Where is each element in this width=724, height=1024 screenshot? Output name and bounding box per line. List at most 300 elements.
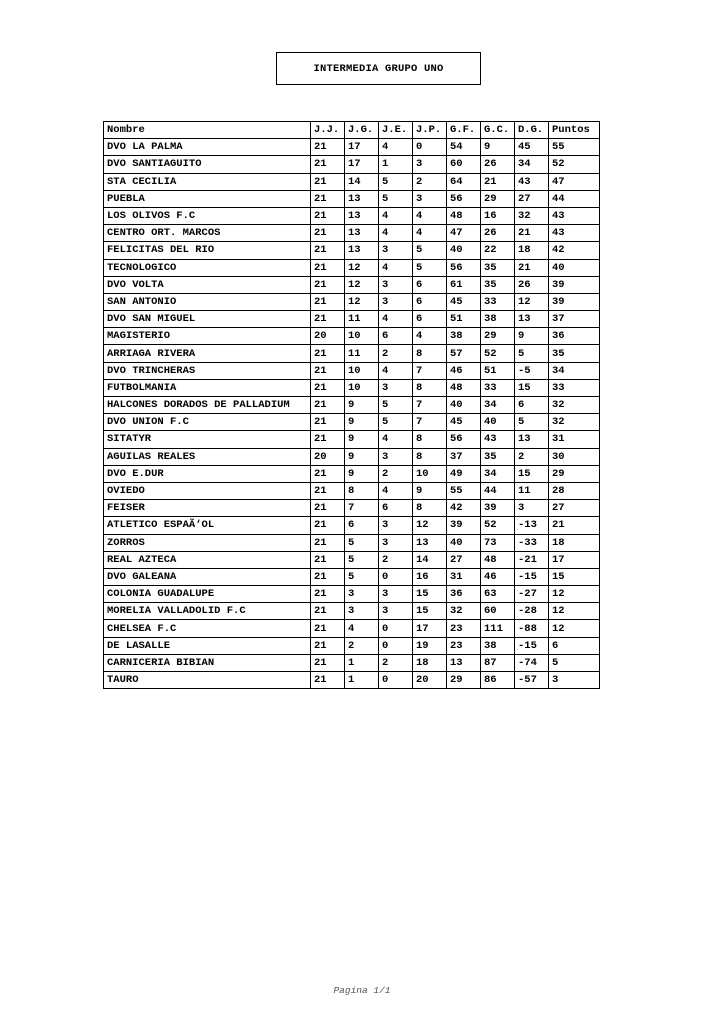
table-row [104,311,600,328]
page-title: INTERMEDIA GRUPO UNO [276,52,481,85]
stat-cell: 6 [413,276,447,293]
stat-cell: 51 [481,362,515,379]
stat-cell: 52 [481,345,515,362]
stat-cell: 37 [549,311,600,328]
stat-cell: 9 [345,414,379,431]
stat-cell: 3 [379,517,413,534]
team-name-cell: TAURO [104,672,311,689]
stat-cell: 21 [515,259,549,276]
stat-cell: 0 [379,637,413,654]
stat-cell: 60 [481,603,515,620]
table-row [104,448,600,465]
stat-cell: 29 [481,328,515,345]
stat-cell: 48 [481,551,515,568]
stat-cell: 5 [515,414,549,431]
stat-cell: 0 [379,568,413,585]
stat-cell: 4 [379,311,413,328]
stat-cell: 18 [549,534,600,551]
stat-cell: 13 [515,311,549,328]
team-name-cell: MORELIA VALLADOLID F.C [104,603,311,620]
table-row [104,139,600,156]
standings-table [103,121,600,689]
stat-cell: 21 [311,672,345,689]
stat-cell: 21 [311,259,345,276]
stat-cell: 0 [413,139,447,156]
stat-cell: 28 [549,482,600,499]
team-name-cell: TECNOLOGICO [104,259,311,276]
stat-cell: 55 [549,139,600,156]
stat-cell: 5 [345,568,379,585]
stat-cell: 21 [311,242,345,259]
column-header-nombre: Nombre [104,122,311,139]
stat-cell: 21 [311,551,345,568]
team-name-cell: AGUILAS REALES [104,448,311,465]
stat-cell: 15 [515,379,549,396]
stat-cell: 44 [549,190,600,207]
stat-cell: 9 [345,465,379,482]
stat-cell: 21 [311,620,345,637]
stat-cell: 10 [345,328,379,345]
stat-cell: 35 [481,259,515,276]
table-row [104,379,600,396]
stat-cell: 17 [345,156,379,173]
stat-cell: 56 [447,431,481,448]
stat-cell: 35 [481,276,515,293]
stat-cell: 6 [379,500,413,517]
stat-cell: 32 [515,207,549,224]
stat-cell: 4 [379,207,413,224]
stat-cell: 45 [515,139,549,156]
team-name-cell: MAGISTERIO [104,328,311,345]
stat-cell: 3 [379,242,413,259]
table-row [104,156,600,173]
stat-cell: 44 [481,482,515,499]
stat-cell: 3 [515,500,549,517]
stat-cell: 1 [345,654,379,671]
stat-cell: 29 [549,465,600,482]
stat-cell: 21 [311,414,345,431]
stat-cell: 43 [549,225,600,242]
stat-cell: 9 [345,431,379,448]
stat-cell: 8 [413,345,447,362]
stat-cell: 7 [413,397,447,414]
stat-cell: 36 [549,328,600,345]
team-name-cell: STA CECILIA [104,173,311,190]
stat-cell: 40 [481,414,515,431]
table-row [104,173,600,190]
stat-cell: 27 [549,500,600,517]
stat-cell: 21 [311,156,345,173]
stat-cell: 12 [549,586,600,603]
column-header: J.P. [413,122,447,139]
stat-cell: 12 [515,293,549,310]
stat-cell: 6 [515,397,549,414]
table-row [104,482,600,499]
stat-cell: 13 [413,534,447,551]
stat-cell: 34 [481,465,515,482]
stat-cell: 29 [481,190,515,207]
team-name-cell: PUEBLA [104,190,311,207]
column-header: Puntos [549,122,600,139]
stat-cell: 3 [379,603,413,620]
stat-cell: 6 [549,637,600,654]
stat-cell: 8 [413,500,447,517]
stat-cell: 35 [549,345,600,362]
stat-cell: 29 [447,672,481,689]
stat-cell: 3 [549,672,600,689]
stat-cell: 10 [345,362,379,379]
team-name-cell: FELICITAS DEL RIO [104,242,311,259]
stat-cell: 13 [515,431,549,448]
stat-cell: 21 [311,500,345,517]
stat-cell: 11 [515,482,549,499]
stat-cell: 13 [345,225,379,242]
stat-cell: 27 [447,551,481,568]
stat-cell: 21 [311,225,345,242]
team-name-cell: ZORROS [104,534,311,551]
stat-cell: 21 [311,517,345,534]
stat-cell: 57 [447,345,481,362]
stat-cell: 47 [447,225,481,242]
column-header: G.F. [447,122,481,139]
table-row [104,568,600,585]
stat-cell: 16 [481,207,515,224]
stat-cell: 6 [413,311,447,328]
stat-cell: -5 [515,362,549,379]
stat-cell: 21 [311,207,345,224]
stat-cell: 13 [345,242,379,259]
stat-cell: 37 [447,448,481,465]
team-name-cell: LOS OLIVOS F.C [104,207,311,224]
stat-cell: 2 [413,173,447,190]
stat-cell: -13 [515,517,549,534]
team-name-cell: CARNICERIA BIBIAN [104,654,311,671]
stat-cell: 30 [549,448,600,465]
stat-cell: -27 [515,586,549,603]
stat-cell: 56 [447,259,481,276]
stat-cell: 21 [311,173,345,190]
stat-cell: 33 [549,379,600,396]
stat-cell: 7 [345,500,379,517]
stat-cell: 64 [447,173,481,190]
stat-cell: 12 [345,259,379,276]
stat-cell: 21 [311,465,345,482]
stat-cell: 8 [413,431,447,448]
stat-cell: 12 [413,517,447,534]
stat-cell: 45 [447,293,481,310]
stat-cell: 5 [413,259,447,276]
stat-cell: 4 [413,207,447,224]
team-name-cell: DVO E.DUR [104,465,311,482]
stat-cell: 2 [379,551,413,568]
table-row [104,620,600,637]
stat-cell: 87 [481,654,515,671]
stat-cell: 35 [481,448,515,465]
stat-cell: 21 [311,139,345,156]
stat-cell: 31 [549,431,600,448]
stat-cell: 32 [447,603,481,620]
table-row [104,672,600,689]
stat-cell: 33 [481,379,515,396]
stat-cell: 26 [481,225,515,242]
team-name-cell: COLONIA GUADALUPE [104,586,311,603]
stat-cell: 5 [413,242,447,259]
stat-cell: 21 [311,637,345,654]
stat-cell: 5 [379,397,413,414]
stat-cell: 5 [379,414,413,431]
stat-cell: 3 [379,379,413,396]
stat-cell: 39 [447,517,481,534]
stat-cell: 34 [549,362,600,379]
stat-cell: 33 [481,293,515,310]
stat-cell: 8 [345,482,379,499]
stat-cell: 43 [515,173,549,190]
stat-cell: 4 [345,620,379,637]
table-row [104,190,600,207]
table-row [104,225,600,242]
stat-cell: 21 [311,397,345,414]
stat-cell: 51 [447,311,481,328]
team-name-cell: CHELSEA F.C [104,620,311,637]
stat-cell: 0 [379,672,413,689]
stat-cell: 14 [413,551,447,568]
stat-cell: 13 [345,207,379,224]
stat-cell: 21 [311,482,345,499]
stat-cell: 7 [413,414,447,431]
stat-cell: 21 [311,345,345,362]
stat-cell: 26 [481,156,515,173]
stat-cell: 12 [345,293,379,310]
page-footer: Pagina 1/1 [333,985,391,996]
column-header: J.E. [379,122,413,139]
stat-cell: 56 [447,190,481,207]
stat-cell: 3 [379,276,413,293]
team-name-cell: DVO SANTIAGUITO [104,156,311,173]
stat-cell: 2 [379,465,413,482]
stat-cell: 20 [311,448,345,465]
team-name-cell: ARRIAGA RIVERA [104,345,311,362]
column-header: G.C. [481,122,515,139]
stat-cell: 8 [413,379,447,396]
stat-cell: 4 [413,225,447,242]
stat-cell: 15 [515,465,549,482]
stat-cell: 32 [549,414,600,431]
stat-cell: 21 [515,225,549,242]
stat-cell: 5 [379,190,413,207]
stat-cell: 43 [549,207,600,224]
stat-cell: 21 [311,311,345,328]
stat-cell: 21 [311,568,345,585]
stat-cell: 3 [413,156,447,173]
table-row [104,603,600,620]
stat-cell: 2 [515,448,549,465]
stat-cell: 21 [481,173,515,190]
stat-cell: 18 [413,654,447,671]
team-name-cell: OVIEDO [104,482,311,499]
stat-cell: 11 [345,311,379,328]
table-header-row [104,122,600,139]
stat-cell: 6 [379,328,413,345]
stat-cell: 1 [379,156,413,173]
stat-cell: 12 [549,603,600,620]
table-row [104,534,600,551]
stat-cell: 26 [515,276,549,293]
team-name-cell: FUTBOLMANIA [104,379,311,396]
stat-cell: 39 [481,500,515,517]
stat-cell: 4 [379,225,413,242]
stat-cell: 2 [345,637,379,654]
column-header: J.G. [345,122,379,139]
stat-cell: 21 [311,190,345,207]
stat-cell: 2 [379,345,413,362]
stat-cell: -33 [515,534,549,551]
stat-cell: 3 [345,603,379,620]
team-name-cell: DE LASALLE [104,637,311,654]
table-row [104,517,600,534]
stat-cell: 0 [379,620,413,637]
stat-cell: 27 [515,190,549,207]
stat-cell: 52 [549,156,600,173]
team-name-cell: DVO VOLTA [104,276,311,293]
stat-cell: 21 [311,431,345,448]
stat-cell: 9 [413,482,447,499]
stat-cell: 32 [549,397,600,414]
team-name-cell: ATLETICO ESPAÃ‘OL [104,517,311,534]
stat-cell: 40 [447,242,481,259]
stat-cell: 23 [447,620,481,637]
stat-cell: 38 [481,637,515,654]
stat-cell: 21 [311,379,345,396]
stat-cell: 21 [311,293,345,310]
stat-cell: 55 [447,482,481,499]
stat-cell: 86 [481,672,515,689]
stat-cell: 40 [549,259,600,276]
table-row [104,259,600,276]
stat-cell: 34 [481,397,515,414]
table-row [104,276,600,293]
stat-cell: 13 [447,654,481,671]
stat-cell: 2 [379,654,413,671]
stat-cell: 38 [481,311,515,328]
stat-cell: 40 [447,534,481,551]
stat-cell: 5 [515,345,549,362]
stat-cell: 21 [311,534,345,551]
stat-cell: 60 [447,156,481,173]
table-row [104,414,600,431]
stat-cell: 9 [345,448,379,465]
stat-cell: 17 [345,139,379,156]
stat-cell: 6 [345,517,379,534]
stat-cell: 17 [413,620,447,637]
stat-cell: 43 [481,431,515,448]
stat-cell: 39 [549,276,600,293]
team-name-cell: REAL AZTECA [104,551,311,568]
stat-cell: 15 [549,568,600,585]
stat-cell: 3 [379,293,413,310]
stat-cell: 21 [311,586,345,603]
stat-cell: -74 [515,654,549,671]
stat-cell: 40 [447,397,481,414]
stat-cell: 47 [549,173,600,190]
stat-cell: 3 [345,586,379,603]
stat-cell: 5 [345,551,379,568]
stat-cell: 3 [413,190,447,207]
table-row [104,637,600,654]
stat-cell: 63 [481,586,515,603]
table-row [104,465,600,482]
table-row [104,362,600,379]
team-name-cell: DVO SAN MIGUEL [104,311,311,328]
stat-cell: 111 [481,620,515,637]
stat-cell: -21 [515,551,549,568]
stat-cell: 61 [447,276,481,293]
stat-cell: 46 [481,568,515,585]
table-row [104,586,600,603]
stat-cell: 1 [345,672,379,689]
table-row [104,551,600,568]
stat-cell: 17 [549,551,600,568]
stat-cell: 20 [311,328,345,345]
stat-cell: 15 [413,586,447,603]
table-row [104,242,600,259]
stat-cell: 21 [311,654,345,671]
stat-cell: 4 [379,139,413,156]
stat-cell: 3 [379,534,413,551]
team-name-cell: SITATYR [104,431,311,448]
stat-cell: 20 [413,672,447,689]
team-name-cell: FEISER [104,500,311,517]
stat-cell: 3 [379,586,413,603]
stat-cell: -88 [515,620,549,637]
stat-cell: 16 [413,568,447,585]
stat-cell: -57 [515,672,549,689]
stat-cell: 5 [549,654,600,671]
stat-cell: 21 [311,603,345,620]
stat-cell: 31 [447,568,481,585]
stat-cell: 7 [413,362,447,379]
table-row [104,293,600,310]
stat-cell: 45 [447,414,481,431]
column-header: J.J. [311,122,345,139]
table-row [104,431,600,448]
stat-cell: 39 [549,293,600,310]
stat-cell: 21 [549,517,600,534]
stat-cell: 9 [515,328,549,345]
table-row [104,500,600,517]
team-name-cell: DVO UNION F.C [104,414,311,431]
stat-cell: 10 [345,379,379,396]
stat-cell: 12 [345,276,379,293]
stat-cell: 48 [447,207,481,224]
table-row [104,328,600,345]
stat-cell: 42 [549,242,600,259]
team-name-cell: SAN ANTONIO [104,293,311,310]
stat-cell: 3 [379,448,413,465]
stat-cell: 23 [447,637,481,654]
table-body [104,139,600,689]
table-row [104,654,600,671]
stat-cell: 73 [481,534,515,551]
stat-cell: 48 [447,379,481,396]
stat-cell: 4 [413,328,447,345]
stat-cell: 8 [413,448,447,465]
stat-cell: 6 [413,293,447,310]
stat-cell: 5 [379,173,413,190]
stat-cell: 49 [447,465,481,482]
stat-cell: 14 [345,173,379,190]
stat-cell: 46 [447,362,481,379]
team-name-cell: DVO TRINCHERAS [104,362,311,379]
